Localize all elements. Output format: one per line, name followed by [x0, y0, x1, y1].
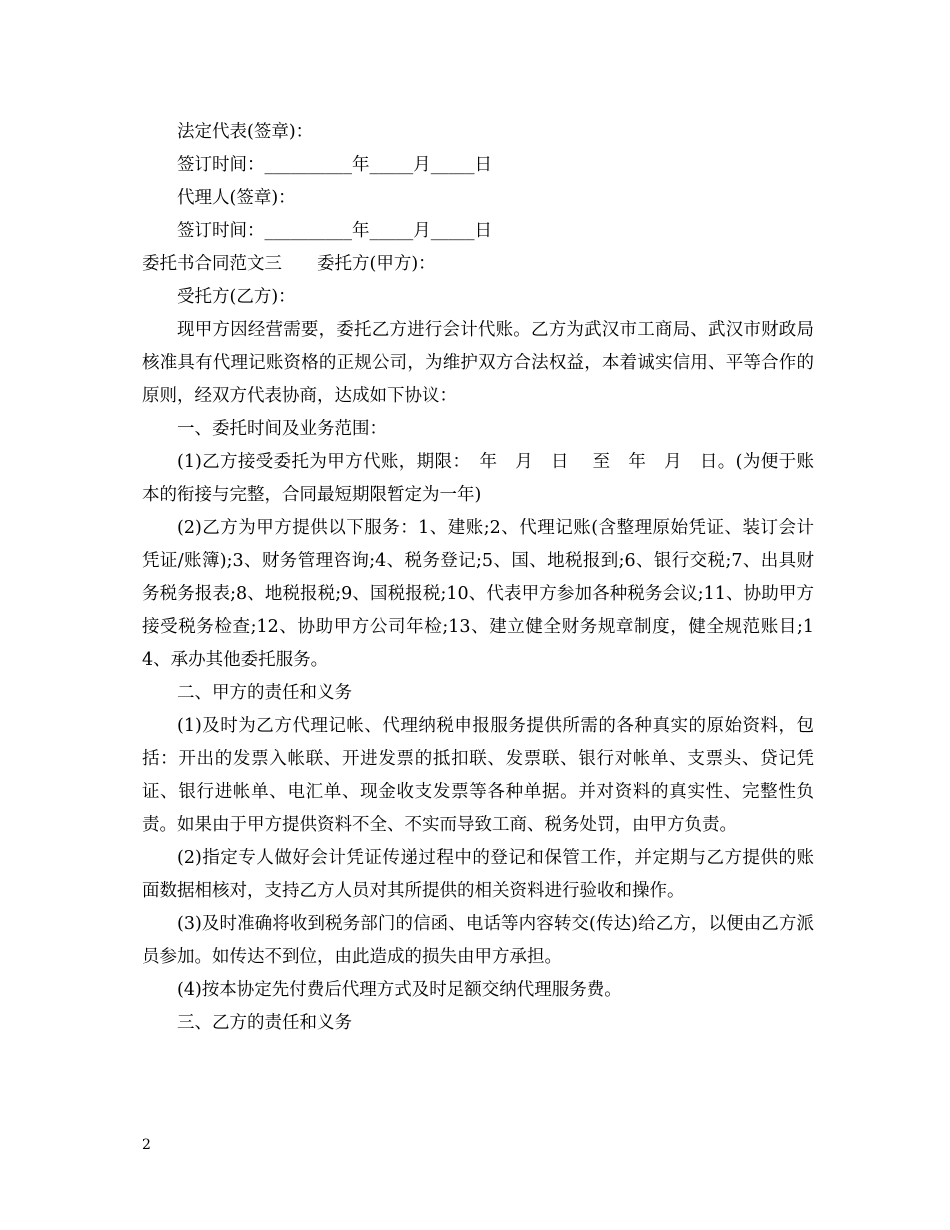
signing-date-line: 签订时间：__________年_____月_____日 — [177, 221, 492, 241]
signing-date-line: 签订时间：__________年_____月_____日 — [177, 155, 492, 175]
article-2-item-1: (1)及时为乙方代理记帐、代理纳税申报服务提供所需的各种真实的原始资料，包括：开出的发票入帐联、开进发票的抵扣联、发票联、银行对帐单、支票头、贷记凭证、银行进帐单、电汇单、现金收支发票等各种单据。并对资料的真实性、完整性负责。如果由于甲方提供资料不全、不实而导致工商、税务处罚，由甲方负责。 — [142, 716, 814, 835]
article-2-item-4: (4)按本协定先付费后代理方式及时足额交纳代理服务费。 — [177, 980, 622, 1000]
article-1-title: 一、委托时间及业务范围： — [177, 419, 387, 439]
document-body — [142, 116, 814, 1040]
legal-representative-signature-line: 法定代表(签章)： — [177, 122, 314, 142]
section-heading: 委托书合同范文三 委托方(甲方)： — [142, 254, 436, 274]
party-b-line: 受托方(乙方)： — [177, 287, 296, 307]
article-1-item-1: (1)乙方接受委托为甲方代账，期限： 年 月 日 至 年 月 日。(为便于账本的衔接与完整，合同最短期限暂定为一年) — [142, 452, 814, 505]
article-3-title: 三、乙方的责任和义务 — [177, 1013, 352, 1033]
article-2-item-3: (3)及时准确将收到税务部门的信函、电话等内容转交(传达)给乙方，以便由乙方派员参加。如传达不到位，由此造成的损失由甲方承担。 — [142, 914, 814, 967]
article-1-item-2: (2)乙方为甲方提供以下服务：1、建账;2、代理记账(含整理原始凭证、装订会计凭证/账簿);3、财务管理咨询;4、税务登记;5、国、地税报到;6、银行交税;7、出具财务税务报表;8、地税报税;9、国税报税;10、代表甲方参加各种税务会议;11、协助甲方接受税务检查;12、协助甲方公司年检;13、建立健全财务规章制度，健全规范账目;14、承办其他委托服务。 — [142, 518, 814, 670]
agent-signature-line: 代理人(签章)： — [177, 188, 296, 208]
article-2-title: 二、甲方的责任和义务 — [177, 683, 352, 703]
page-number: 2 — [142, 1137, 151, 1153]
article-2-item-2: (2)指定专人做好会计凭证传递过程中的登记和保管工作，并定期与乙方提供的账面数据相核对，支持乙方人员对其所提供的相关资料进行验收和操作。 — [142, 848, 814, 901]
intro-paragraph: 现甲方因经营需要，委托乙方进行会计代账。乙方为武汉市工商局、武汉市财政局核准具有代理记账资格的正规公司，为维护双方合法权益，本着诚实信用、平等合作的原则，经双方代表协商，达成如下协议： — [142, 320, 814, 406]
